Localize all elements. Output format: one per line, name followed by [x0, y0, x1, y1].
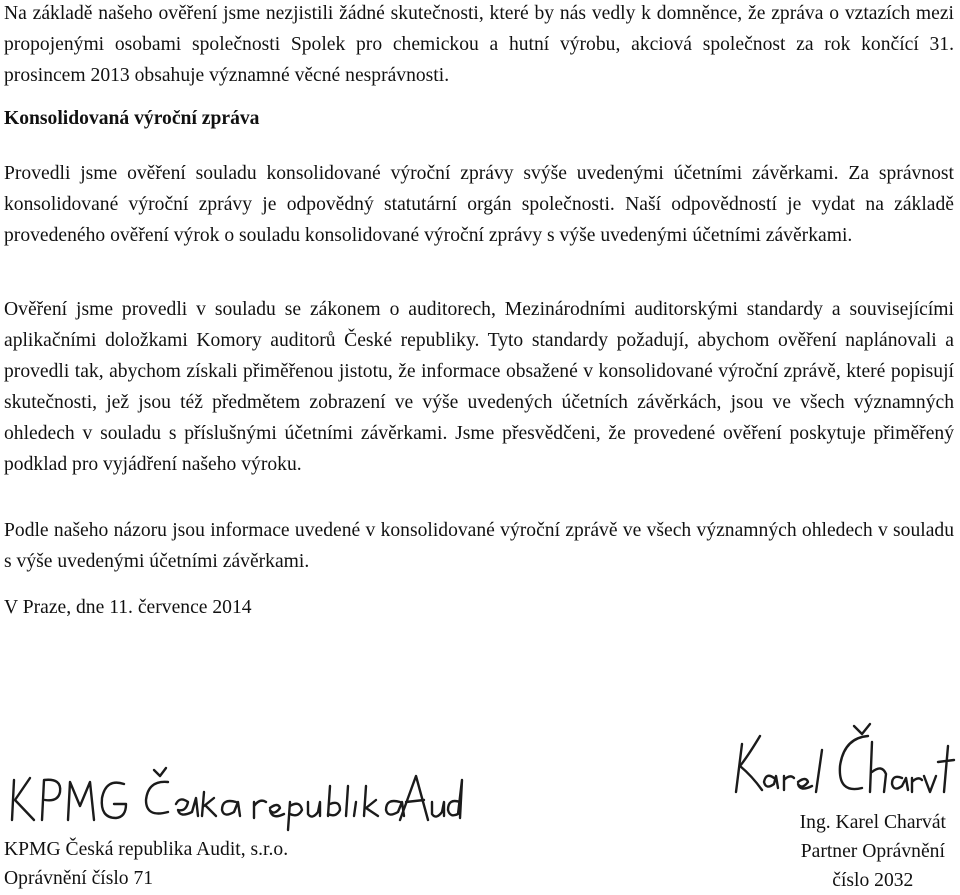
place-and-date: V Praze, dne 11. července 2014	[4, 597, 252, 618]
signatory-firm-block	[4, 835, 288, 893]
paragraph-responsibility: Provedli jsme ověření souladu konsolidované výroční zprávy svýše uvedenými účetními závěrkami. Za správnost konsolidované výroční zprávy je odpovědný statutární orgán společnosti. Naší odpovědností je vydat na základě provedeného ověření výrok o souladu konsolidované výroční zprávy s výše uvedenými účetními závěrkami.	[4, 163, 954, 246]
paragraph-conclusion-related-parties: Na základě našeho ověření jsme nezjistili žádné skutečnosti, které by nás vedly k domněnce, že zpráva o vztazích mezi propojenými osobami společnosti Spolek pro chemickou a hutní výrobu, akciová společnost za rok končící 31. prosincem 2013 obsahuje významné věcné nesprávnosti.	[4, 3, 954, 86]
firm-license: Oprávnění číslo 71	[4, 868, 154, 889]
person-signature	[726, 722, 956, 810]
person-license: číslo 2032	[832, 870, 914, 891]
section-heading: Konsolidovaná výroční zpráva	[4, 108, 260, 129]
paragraph-scope: Ověření jsme provedli v souladu se zákonem o auditorech, Mezinárodními auditorskými standardy a souvisejícími aplikačními doložkami Komory auditorů České republiky. Tyto standardy požadují, abychom ověření naplánovali a provedli tak, abychom získali přiměřenou jistotu, že informace obsažené v konsolidované výroční zprávě, které popisují skutečnosti, jež jsou též předmětem zobrazení ve výše uvedených účetních závěrkách, jsou ve všech významných ohledech v souladu s příslušnými účetními závěrkami. Jsme přesvědčeni, že provedené ověření poskytuje přiměřený podklad pro vyjádření našeho výroku.	[4, 299, 954, 475]
signatory-person-block	[800, 808, 946, 895]
person-name: Ing. Karel Charvát	[799, 812, 946, 833]
firm-name: KPMG Česká republika Audit, s.r.o.	[4, 839, 289, 860]
person-role: Partner Oprávnění	[800, 841, 945, 862]
firm-signature	[8, 762, 468, 832]
paragraph-opinion: Podle našeho názoru jsou informace uvedené v konsolidované výroční zprávě ve všech významných ohledech v souladu s výše uvedenými účetními závěrkami.	[4, 520, 954, 572]
